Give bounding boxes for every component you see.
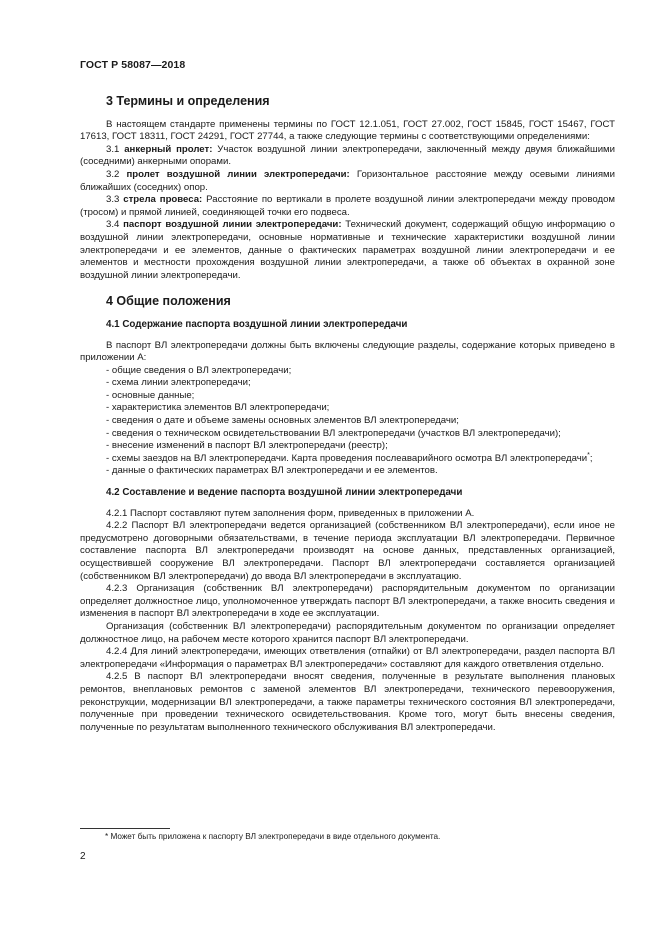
term-3-1: 3.1 анкерный пролет: Участок воздушной линии электропередачи, заключенный между двумя ближайшими (соседними) анкерными опорами. bbox=[80, 143, 616, 168]
list-item: - внесение изменений в паспорт ВЛ электропередачи (реестр); bbox=[106, 440, 388, 452]
paragraph-4-2-1: 4.2.1 Паспорт составляют путем заполнения форм, приведенных в приложении А. bbox=[106, 507, 475, 519]
subsection-4-2-title: 4.2 Составление и ведение паспорта воздушной линии электропередачи bbox=[106, 487, 463, 499]
list-item: - сведения о дате и объеме замены основных элементов ВЛ электропередачи; bbox=[106, 415, 459, 427]
subsection-4-1-title: 4.1 Содержание паспорта воздушной линии электропередачи bbox=[106, 318, 408, 330]
subsection-4-1-intro: В паспорт ВЛ электропередачи должны быть включены следующие разделы, содержание которых приведено в приложении А: bbox=[80, 339, 615, 364]
section-4 bbox=[80, 295, 615, 734]
footnote: * Может быть приложена к паспорту ВЛ электропередачи в виде отдельного документа. bbox=[105, 832, 441, 841]
subsection-4-2 bbox=[80, 487, 615, 734]
paragraph-4-2-2: 4.2.2 Паспорт ВЛ электропередачи ведется организацией (собственником ВЛ электропередачи), если иное не предусмотрено договорными обязательствами, в течение периода эксплуатации ВЛ электропередачи. Первичное составление паспорта ВЛ электропередачи производят на основе данных, представленных организацией, осуществившей сооружение ВЛ электропередачи. Паспорт ВЛ электропередачи составляется организацией (собственником ВЛ электропередачи) до ввода ВЛ электропередачи в эксплуатацию. bbox=[80, 520, 615, 582]
footnote-divider bbox=[80, 828, 170, 829]
list-item: - основные данные; bbox=[106, 389, 195, 401]
paragraph-4-2-4: 4.2.4 Для линий электропередачи, имеющих ответвления (отпайки) от ВЛ электропередачи, раздел паспорта ВЛ электропередачи «Информация о параметрах ВЛ электропередачи» составляют для каждого ответвления отдельно. bbox=[80, 646, 615, 670]
document-body bbox=[80, 95, 615, 734]
term-3-2: 3.2 пролет воздушной линии электропередачи: Горизонтальное расстояние между осевыми линиями ближайших (соседних) опор. bbox=[80, 168, 616, 193]
section-4-title: 4 Общие положения bbox=[106, 294, 231, 309]
list-item-with-footnote: - схемы заездов на ВЛ электропередачи. Карта проведения послеаварийного осмотра ВЛ электропередачи*; bbox=[106, 451, 593, 464]
term-3-4: 3.4 паспорт воздушной линии электропередачи: Технический документ, содержащий общую информацию о воздушной линии электропередачи, основные нормативные и технические характеристики воздушной линии электропередачи и ее элементов, данные о фактических параметрах воздушной линии электропередачи и ее элементов и местности прохождения воздушной линии электропередачи, а также об объектах в охранной зоне воздушной линии электропередачи. bbox=[80, 219, 615, 281]
list-item: - данные о фактических параметрах ВЛ электропередачи и ее элементов. bbox=[106, 465, 438, 477]
page-number: 2 bbox=[80, 851, 86, 862]
list-item: - сведения о техническом освидетельствовании ВЛ электропередачи (участков ВЛ электропередачи); bbox=[106, 427, 561, 439]
list-item: - характеристика элементов ВЛ электропередачи; bbox=[106, 402, 330, 414]
footnote-mark: * bbox=[587, 451, 590, 459]
document-header: ГОСТ Р 58087—2018 bbox=[80, 59, 186, 71]
section-3-intro: В настоящем стандарте применены термины по ГОСТ 12.1.051, ГОСТ 27.002, ГОСТ 15845, ГОСТ 15467, ГОСТ 17613, ГОСТ 18311, ГОСТ 24291, ГОСТ 27744, а также следующие термины с соответствующими определениями: bbox=[80, 118, 615, 143]
paragraph-4-2-3: 4.2.3 Организация (собственник ВЛ электропередачи) распорядительным документом по организации определяет должностное лицо, уполномоченное утверждать паспорт ВЛ электропередачи, а также вносить сведения и изменения в паспорт ВЛ электропередачи в ходе ее эксплуатации. bbox=[80, 583, 615, 620]
paragraph-4-2-3-cont: Организация (собственник ВЛ электропередачи) распорядительным документом по организации определяет должностное лицо, на рабочем месте которого хранится паспорт ВЛ электропередачи. bbox=[80, 620, 615, 645]
list-item: - общие сведения о ВЛ электропередачи; bbox=[106, 364, 292, 376]
list-item: - схема линии электропередачи; bbox=[106, 377, 251, 389]
term-3-3: 3.3 стрела провеса: Расстояние по вертикали в пролете воздушной линии электропередачи между проводом (тросом) и прямой линией, соединяющей точки его подвеса. bbox=[80, 194, 615, 218]
paragraph-4-2-5: 4.2.5 В паспорт ВЛ электропередачи вносят сведения, полученные в результате выполнения плановых ремонтов, внеплановых ремонтов с заменой элементов ВЛ электропередачи, технического перевооружения, реконструкции, модернизации ВЛ электропередачи, а также параметры технического состояния ВЛ электропередачи, полученные при проведении технического освидетельствования. Кроме того, могут быть внесены сведения, полученные по результатам выполненного технического обслуживания ВЛ электропередачи. bbox=[80, 671, 615, 733]
section-3-title: 3 Термины и определения bbox=[106, 94, 270, 108]
